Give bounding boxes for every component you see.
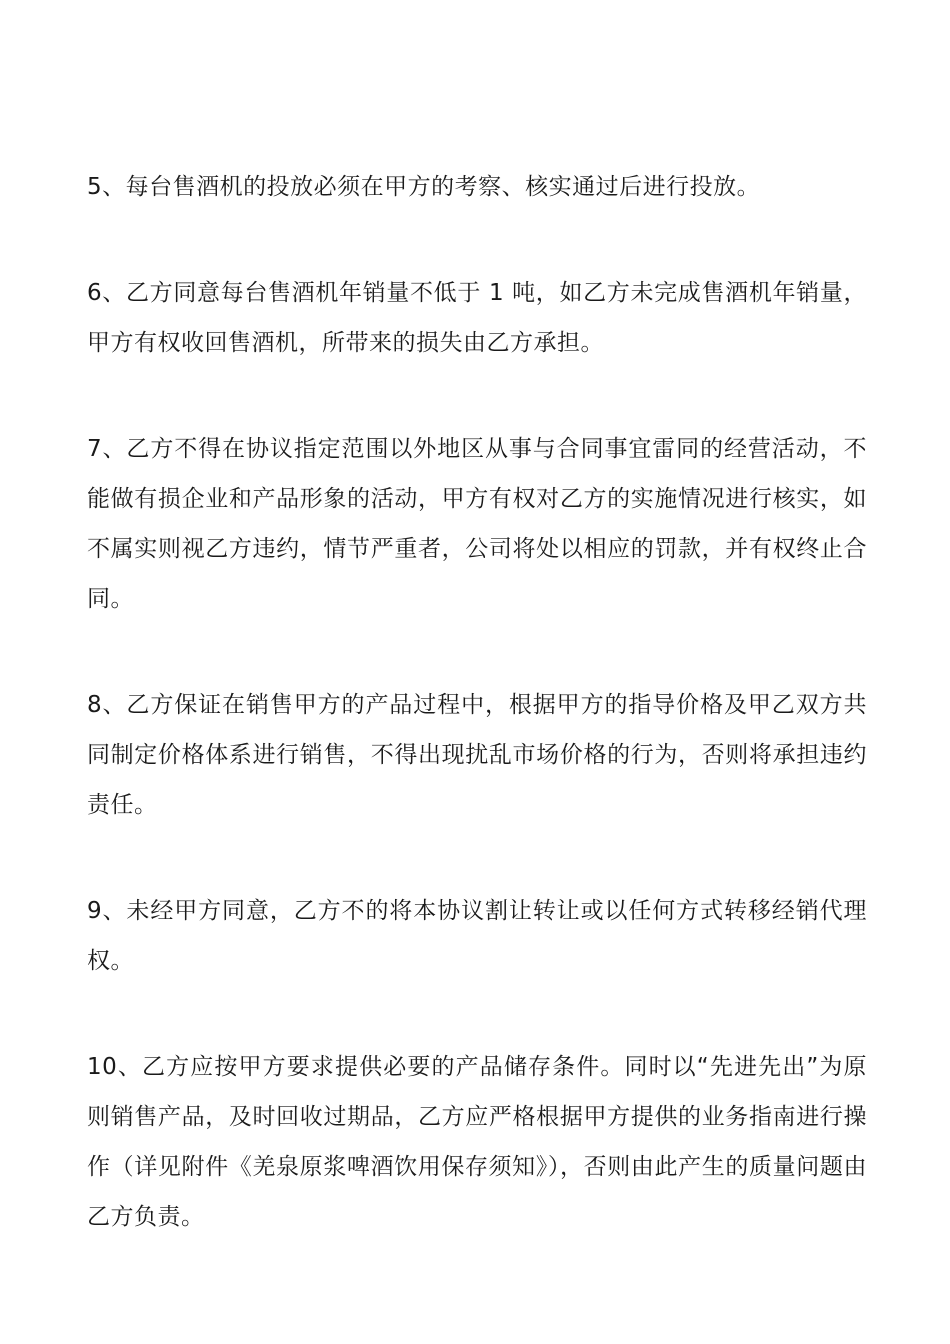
clause-5: 5、每台售酒机的投放必须在甲方的考察、核实通过后进行投放。 (87, 174, 761, 200)
clause-9: 9、未经甲方同意，乙方不的将本协议割让转让或以任何方式转移经销代理权。 (87, 898, 867, 974)
document-body (87, 162, 867, 1298)
clause-10: 10、乙方应按甲方要求提供必要的产品储存条件。同时以“先进先出”为原则销售产品，及时回收过期品，乙方应严格根据甲方提供的业务指南进行操作（详见附件《羌泉原浆啤酒饮用保存须知》），否则由此产生的质量问题由乙方负责。 (87, 1054, 867, 1230)
clause-8: 8、乙方保证在销售甲方的产品过程中，根据甲方的指导价格及甲乙双方共同制定价格体系进行销售，不得出现扰乱市场价格的行为，否则将承担违约责任。 (87, 692, 867, 818)
clause-6: 6、乙方同意每台售酒机年销量不低于 1 吨，如乙方未完成售酒机年销量，甲方有权收回售酒机，所带来的损失由乙方承担。 (87, 280, 867, 356)
clause-7: 7、乙方不得在协议指定范围以外地区从事与合同事宜雷同的经营活动，不能做有损企业和产品形象的活动，甲方有权对乙方的实施情况进行核实，如不属实则视乙方违约，情节严重者，公司将处以相应的罚款，并有权终止合同。 (87, 436, 867, 612)
